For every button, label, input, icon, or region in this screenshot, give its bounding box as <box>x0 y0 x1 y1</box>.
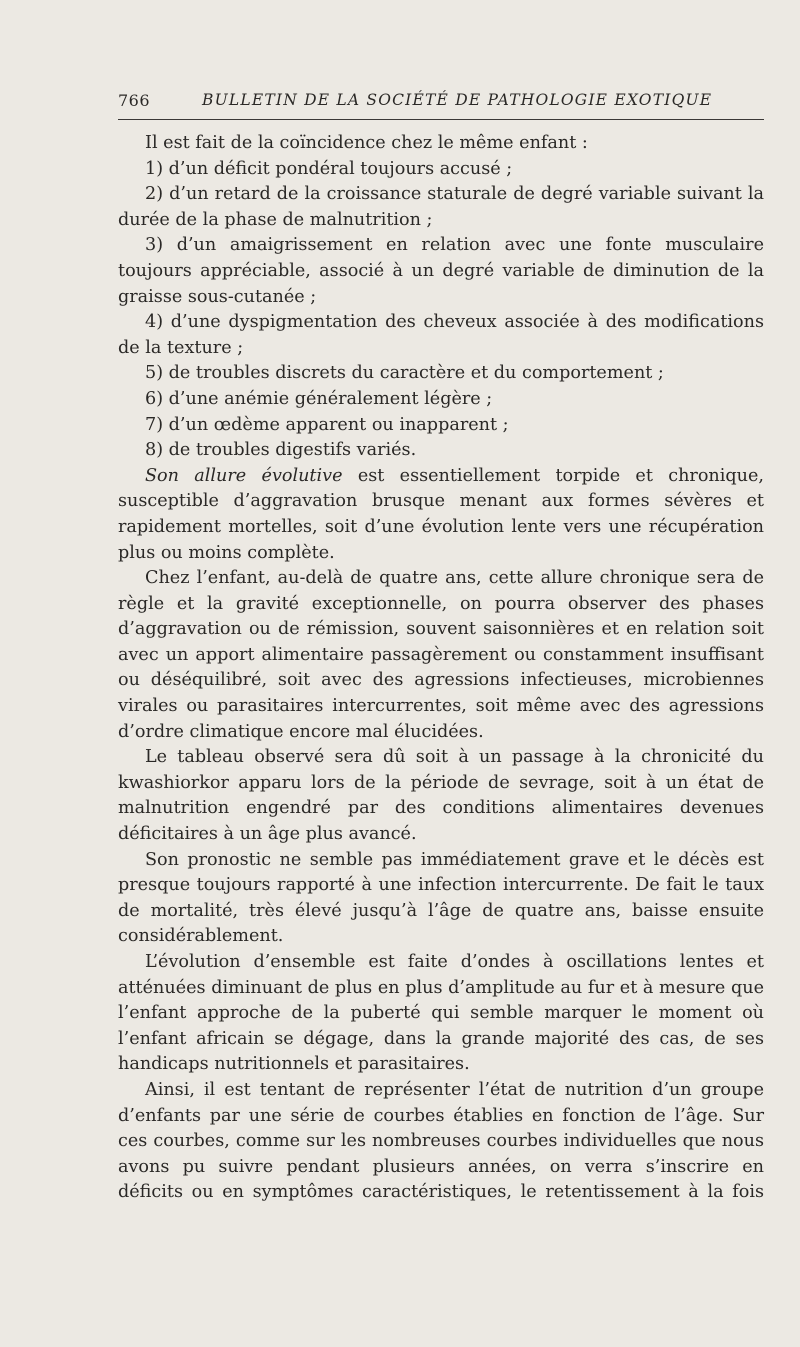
paragraph-pronostic: Son pronostic ne semble pas immédiatement grave et le décès est presque toujours rapporté à une infection intercurrente. De fait le taux de mortalité, très élevé jusqu’à l’âge de quatre ans, baisse ensuite considérablement. <box>118 849 764 947</box>
paragraph-tableau: Le tableau observé sera dû soit à un passage à la chronicité du kwashiorkor apparu lors de la période de sevrage, soit à un état de malnutrition engendré par des conditions alimentaires devenues déficitaires à un âge plus avancé. <box>118 747 764 845</box>
list-item-5: 5) de troubles discrets du caractère et du comportement ; <box>145 363 664 384</box>
list-item-3: 3) d’un amaigrissement en relation avec une fonte musculaire toujours appréciable, associé à un degré variable de diminution de la graisse sous-cutanée ; <box>118 235 764 307</box>
header-rule <box>118 119 764 120</box>
list-item-2: 2) d’un retard de la croissance staturale de degré variable suivant la durée de la phase de malnutrition ; <box>118 184 764 230</box>
paragraph-evolution: L’évolution d’ensemble est faite d’ondes à oscillations lentes et atténuées diminuant de plus en plus d’amplitude au fur et à mesure que l’enfant approche de la puberté qui semble marquer le moment où l’enfant africain se dégage, dans la grande majorité des cas, de ses handicaps nutritionnels et parasitaires. <box>118 952 764 1075</box>
journal-title: BULLETIN DE LA SOCIÉTÉ DE PATHOLOGIE EXOTIQUE <box>202 91 713 109</box>
list-item-8: 8) de troubles digestifs variés. <box>145 440 417 461</box>
list-item-7: 7) d’un œdème apparent ou inapparent ; <box>145 414 509 435</box>
paragraph-ainsi: Ainsi, il est tentant de représenter l’état de nutrition d’un groupe d’enfants par une série de courbes établies en fonction de l’âge. Sur ces courbes, comme sur les nombreuses courbes individuelles que nous avons pu suivre pendant plusieurs années, on verra s’inscrire en déficits ou en symptômes caractéristiques, le retentissement à la fois <box>118 1079 764 1203</box>
page-number: 766 <box>118 91 151 110</box>
list-item-1: 1) d’un déficit pondéral toujours accusé ; <box>145 158 513 179</box>
paragraph-allure <box>118 464 764 566</box>
paragraph-intro: Il est fait de la coïncidence chez le même enfant : <box>145 133 588 153</box>
paragraph-enfant: Chez l’enfant, au-delà de quatre ans, cette allure chronique sera de règle et la gravité exceptionnelle, on pourra observer des phases d’aggravation ou de rémission, souvent saisonnières et en relation soit avec un apport alimentaire passagèrement ou constamment insuffisant ou déséquilibré, soit avec des agressions infectieuses, microbiennes virales ou parasitaires intercurrentes, soit même avec des agressions d’ordre climatique encore mal élucidées. <box>118 568 764 742</box>
body-text <box>118 131 764 1206</box>
allure-text: est essentiellement torpide et chronique, susceptible d’aggravation brusque menant aux formes sévères et rapidement mortelles, soit d’une évolution lente vers une récupération plus ou moins complète. <box>118 465 764 563</box>
list-item-6: 6) d’une anémie généralement légère ; <box>145 388 493 409</box>
allure-italic-lead: Son allure évolutive <box>145 465 343 486</box>
running-head <box>118 88 764 114</box>
list-item-4: 4) d’une dyspigmentation des cheveux associée à des modifications de la texture ; <box>118 312 764 358</box>
